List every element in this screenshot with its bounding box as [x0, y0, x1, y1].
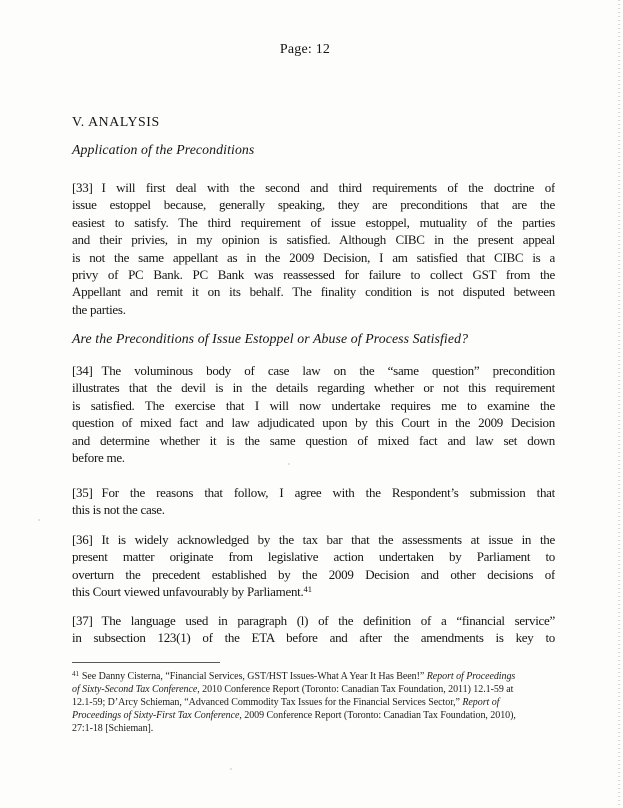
paragraph-line: [72, 362, 555, 379]
paragraph-number: [35]: [72, 485, 93, 500]
subheading-application-of-preconditions: Application of the Preconditions: [72, 142, 255, 157]
footnote-citation-title: Report of Proceedings: [426, 671, 516, 682]
paragraph-line-text: It is widely acknowledged by the tax bar that the assessments at issue in the: [101, 532, 555, 547]
footnote-citation-title: Report of: [462, 696, 500, 708]
paragraph-line: this is not the case.: [72, 502, 165, 518]
paragraph-number: [36]: [72, 532, 93, 547]
paragraph-line: privy of PC Bank. PC Bank was reassessed for failure to collect GST from the: [72, 266, 555, 282]
paragraph-34: [72, 362, 555, 466]
page-number-label: Page: 12: [279, 42, 331, 57]
footnote-line: [72, 710, 559, 723]
paragraph-37: [72, 612, 555, 647]
footnote-text: , 2009 Conference Report (Toronto: Canadian Tax Foundation, 2010),: [239, 709, 516, 721]
footnote-text: See Danny Cisterna, “Financial Services, GST/HST Issues-What A Year It Has Been!”: [81, 671, 427, 682]
scan-speck: [288, 463, 290, 465]
paragraph-line: the parties.: [72, 301, 126, 317]
scan-speck: [38, 519, 40, 521]
paragraph-36: [72, 531, 555, 601]
paragraph-line-text: The voluminous body of case law on the “same question” precondition: [101, 363, 555, 378]
footnote-text: 12.1-59; D’Arcy Schieman, “Advanced Commodity Tax Issues for the Financial Services Sector,”: [72, 696, 463, 708]
paragraph-line-text: For the reasons that follow, I agree with the Respondent’s submission that: [101, 485, 555, 500]
paragraph-line: illustrates that the devil is in the details regarding whether or not this requirement: [72, 380, 555, 396]
paragraph-line: before me.: [72, 449, 125, 465]
paragraph-line: issue estoppel because, generally speaking, they are preconditions that are the: [72, 197, 555, 213]
paragraph-number: [37]: [72, 613, 93, 628]
footnote-41: [72, 671, 559, 735]
paragraph-line: [72, 531, 555, 548]
paragraph-line: and their privies, in my opinion is satisfied. Although CIBC in the present appeal: [72, 232, 555, 248]
footnote-line: [72, 723, 559, 736]
paragraph-number: [33]: [72, 180, 93, 195]
paragraph-line: [72, 484, 555, 501]
footnote-reference: 41: [303, 584, 312, 595]
paragraph-number: [34]: [72, 363, 93, 378]
paragraph-33: [72, 179, 555, 318]
footnote-citation-title: of Sixty-Second Tax Conference: [72, 683, 198, 695]
footnote-marker: 41: [72, 671, 79, 678]
paragraph-line: present matter originate from legislative action undertaken by Parliament to: [72, 549, 555, 565]
paragraph-line: Appellant and remit it on its behalf. The finality condition is not disputed between: [72, 284, 555, 300]
paragraph-line: [72, 612, 555, 629]
paragraph-line: in subsection 123(1) of the ETA before and after the amendments is key to: [72, 630, 555, 646]
paragraph-line: easiest to satisfy. The third requirement of issue estoppel, mutuality of the parties: [72, 214, 555, 230]
paragraph-line: and determine whether it is the same question of mixed fact and law set down: [72, 432, 555, 448]
scan-edge-artifact: [618, 0, 620, 808]
footnote-text: , 2010 Conference Report (Toronto: Canadian Tax Foundation, 2011) 12.1-59 at: [197, 683, 514, 695]
paragraph-line-text: I will first deal with the second and third requirements of the doctrine of: [101, 180, 555, 195]
subheading-preconditions-question: Are the Preconditions of Issue Estoppel or Abuse of Process Satisfied?: [72, 331, 469, 346]
footnote-separator: [72, 662, 220, 663]
paragraph-line: [72, 179, 555, 196]
footnote-line: [72, 697, 559, 710]
paragraph-line: is not the same appellant as in the 2009 Decision, I am satisfied that CIBC is a: [72, 249, 555, 265]
footnote-text: 27:1-18 [Schieman].: [72, 722, 154, 734]
scan-speck: [230, 768, 232, 770]
paragraph-line: is satisfied. The exercise that I will now undertake requires me to examine the: [72, 397, 555, 413]
footnote-line: [72, 684, 559, 697]
paragraph-line-text: this Court viewed unfavourably by Parliament.: [72, 584, 304, 600]
paragraph-line: [72, 583, 555, 600]
paragraph-35: [72, 484, 555, 519]
footnote-citation-title: Proceedings of Sixty-First Tax Conference: [72, 709, 240, 721]
paragraph-line: question of mixed fact and law adjudicated upon by this Court in the 2009 Decision: [72, 415, 555, 431]
paragraph-line: overturn the precedent established by the 2009 Decision and other decisions of: [72, 566, 555, 582]
paragraph-line-text: The language used in paragraph (l) of the definition of a “financial service”: [101, 613, 555, 628]
section-heading: V. ANALYSIS: [72, 114, 160, 129]
footnote-line: [72, 671, 559, 684]
